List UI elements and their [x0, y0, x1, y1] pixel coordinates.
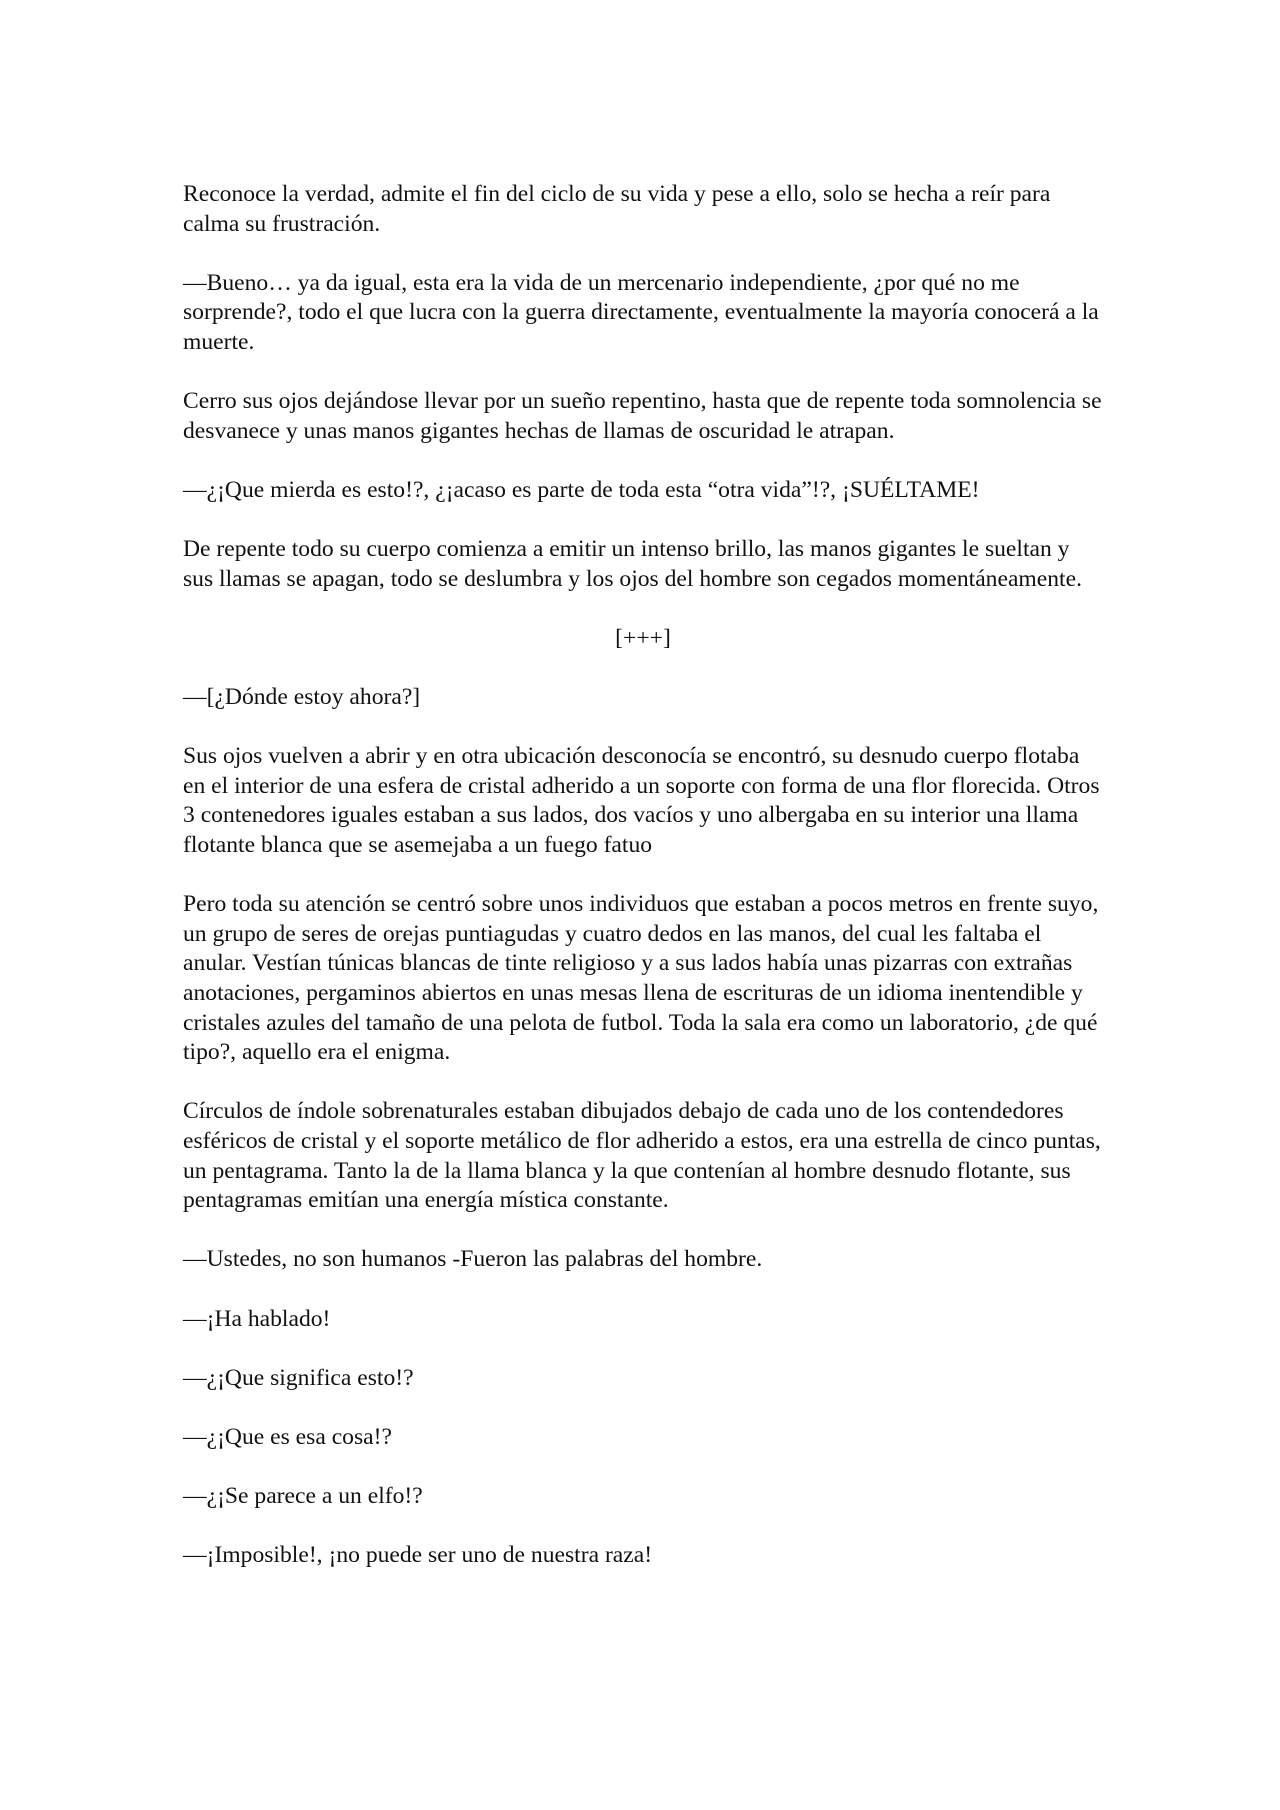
paragraph-14: —¿¡Que es esa cosa!? [183, 1423, 392, 1450]
paragraph-15: —¿¡Se parece a un elfo!? [183, 1483, 423, 1510]
paragraph-8: Sus ojos vuelven a abrir y en otra ubicación desconocía se encontró, su desnudo cuerpo flotaba en el interior de una esfera de cristal adherido a un soporte con forma de una flor florecida. Otros 3 contenedores iguales estaban a sus lados, dos vacíos y uno albergaba en su interior una llama flotante blanca que se asemejaba a un fuego fatuo [183, 743, 1100, 859]
document-page [183, 180, 1103, 1601]
paragraph-16: —¡Imposible!, ¡no puede ser uno de nuestra raza! [183, 1542, 653, 1569]
paragraph-10: Círculos de índole sobrenaturales estaban dibujados debajo de cada uno de los contendedores esféricos de cristal y el soporte metálico de flor adherido a estos, era una estrella de cinco puntas, un pentagrama. Tanto la de la llama blanca y la que contenían al hombre desnudo flotante, sus pentagramas emitían una energía mística constante. [183, 1098, 1101, 1214]
paragraph-3: Cerro sus ojos dejándose llevar por un sueño repentino, hasta que de repente toda somnolencia se desvanece y unas manos gigantes hechas de llamas de oscuridad le atrapan. [183, 388, 1102, 444]
paragraph-12: —¡Ha hablado! [183, 1305, 331, 1332]
paragraph-1: Reconoce la verdad, admite el fin del ciclo de su vida y pese a ello, solo se hecha a reír para calma su frustración. [183, 181, 1051, 237]
paragraph-2: —Bueno… ya da igual, esta era la vida de un mercenario independiente, ¿por qué no me sorprende?, todo el que lucra con la guerra directamente, eventualmente la mayoría conocerá a la muerte. [183, 269, 1099, 355]
paragraph-5: De repente todo su cuerpo comienza a emitir un intenso brillo, las manos gigantes le sueltan y sus llamas se apagan, todo se deslumbra y los ojos del hombre son cegados momentáneamente. [183, 536, 1082, 592]
paragraph-11: —Ustedes, no son humanos -Fueron las palabras del hombre. [183, 1246, 763, 1273]
paragraph-13: —¿¡Que significa esto!? [183, 1364, 414, 1391]
scene-break: [+++] [615, 624, 671, 651]
paragraph-4: —¿¡Que mierda es esto!?, ¿¡acaso es parte de toda esta “otra vida”!?, ¡SUÉLTAME! [183, 476, 980, 503]
paragraph-9: Pero toda su atención se centró sobre unos individuos que estaban a pocos metros en frente suyo, un grupo de seres de orejas puntiagudas y cuatro dedos en las manos, del cual les faltaba el anular. Vestían túnicas blancas de tinte religioso y a sus lados había unas pizarras con extrañas anotaciones, pergaminos abiertos en unas mesas llena de escrituras de un idioma inentendible y cristales azules del tamaño de una pelota de futbol. Toda la sala era como un laboratorio, ¿de qué tipo?, aquello era el enigma. [183, 891, 1099, 1066]
paragraph-7: —[¿Dónde estoy ahora?] [183, 684, 421, 711]
